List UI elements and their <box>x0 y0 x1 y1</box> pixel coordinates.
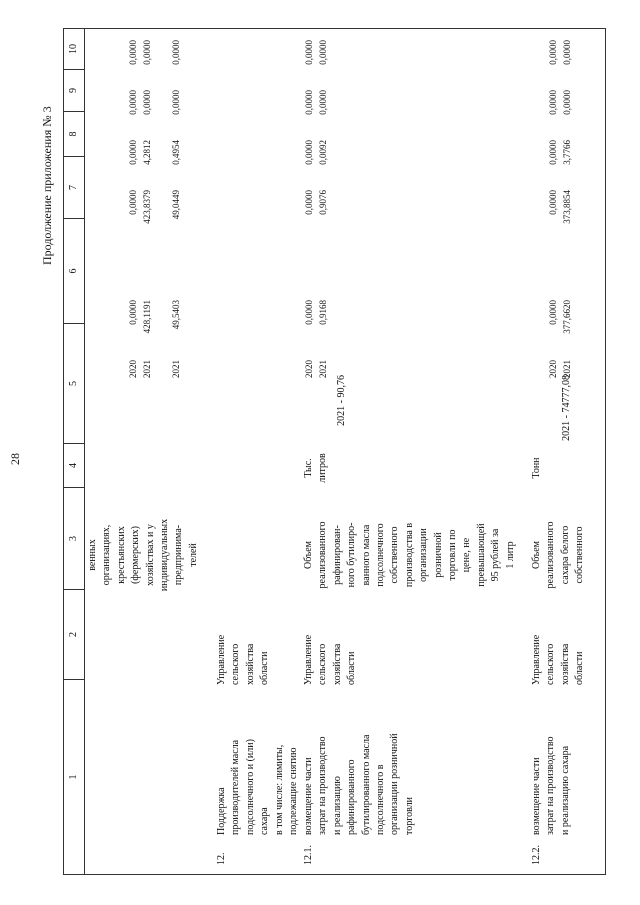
year-cell: 2020 <box>128 360 138 378</box>
value-cell: 0,0000 <box>142 90 153 115</box>
value-cell: 0,0000 <box>128 40 138 65</box>
row-12-1-col10a <box>302 90 331 130</box>
value-cell: 0,0000 <box>304 140 314 165</box>
value-cell: 0,0000 <box>548 90 558 115</box>
row-12-1-name: возмещение части затрат на производство и реализацию рафинированного бутилированного масла подсолнечного в организации розничной торговли <box>303 733 415 835</box>
table-border-bottom <box>605 28 606 875</box>
row-12-1-col8 <box>302 190 331 240</box>
value-cell: 423,8379 <box>142 190 153 224</box>
value-cell: 0,0000 <box>304 40 314 65</box>
year-cell: 2020 <box>304 360 314 378</box>
row-12-1-target: 2021 - 90,76 <box>336 375 347 426</box>
row-12-2-name: возмещение части затрат на производство и реализацию сахара <box>531 736 571 835</box>
top-fragment-indicator: венных организациях, крестьянских (фермерских) хозяйствах и у индивидуальных предпринима- телей <box>87 518 199 592</box>
row-12-2-col10b <box>546 40 575 80</box>
value-cell: 0,0000 <box>562 90 573 115</box>
top-years <box>126 360 183 400</box>
value-cell: 373,8854 <box>562 190 573 224</box>
row-12-2-col10a <box>546 90 575 130</box>
value-cell: 0,0000 <box>128 140 138 165</box>
row-12-name: Поддержка производителей масла подсолнечного и (или) сахара в том числе: лимиты, подлежащие снятию <box>216 739 300 835</box>
row-12-2-number: 12.2. <box>531 845 542 865</box>
value-cell: 0,0000 <box>170 40 181 65</box>
col-header-7: 7 <box>63 157 85 219</box>
year-cell: 2020 <box>548 360 558 378</box>
year-cell: 2021 <box>318 360 329 378</box>
row-12-1-number: 12.1. <box>303 845 314 865</box>
value-cell: 0,0000 <box>304 190 314 215</box>
row-12-executor: Управление сельского хозяйства области <box>216 634 271 685</box>
value-cell: 0,0000 <box>128 300 138 325</box>
top-col9 <box>126 140 183 180</box>
row-12-1-years <box>302 360 331 400</box>
value-cell: 0,0000 <box>318 40 329 65</box>
value-cell: 49,0449 <box>170 190 181 220</box>
row-12-1-col9 <box>302 140 331 180</box>
value-cell: 0,0000 <box>562 40 573 65</box>
value-cell: 0,0000 <box>318 90 329 115</box>
row-12-2-col9 <box>546 140 575 180</box>
row-12-2-col7 <box>546 300 575 350</box>
value-cell: 0,0000 <box>142 40 153 65</box>
value-cell: 0,0000 <box>304 300 314 325</box>
value-cell: 0,9168 <box>318 300 329 325</box>
top-col10a <box>126 90 183 130</box>
row-12-2-target: 2021 - 74777,08 <box>561 375 572 441</box>
col-header-4: 4 <box>63 444 85 488</box>
page-number: 28 <box>8 453 22 465</box>
year-cell: 2021 <box>170 360 181 378</box>
value-cell: 0,0092 <box>318 140 329 165</box>
table-header <box>63 28 85 875</box>
value-cell: 0,0000 <box>304 90 314 115</box>
value-cell: 0,0000 <box>128 190 138 215</box>
col-header-3: 3 <box>63 488 85 590</box>
top-col10b <box>126 40 183 80</box>
value-cell: 0,0000 <box>548 300 558 325</box>
row-12-1-executor: Управление сельского хозяйства области <box>303 634 358 685</box>
top-col7 <box>126 300 183 350</box>
value-cell: 49,5403 <box>170 300 181 330</box>
row-12-1-unit: Тыс. литров <box>303 453 329 483</box>
value-cell: 0,0000 <box>548 190 558 215</box>
col-header-8: 8 <box>63 112 85 157</box>
value-cell: 4,2812 <box>142 140 153 165</box>
value-cell: 0,0000 <box>128 90 138 115</box>
row-12-1-col7 <box>302 300 331 350</box>
col-header-2: 2 <box>63 590 85 680</box>
row-12-2-executor: Управление сельского хозяйства области <box>531 634 586 685</box>
value-cell: 0,0000 <box>548 40 558 65</box>
value-cell: 0,0000 <box>170 90 181 115</box>
row-12-number: 12. <box>216 852 227 865</box>
col-header-9: 9 <box>63 70 85 112</box>
value-cell: 0,0000 <box>548 140 558 165</box>
row-12-2-indicator: Объем реализованного сахара белого собственного <box>531 521 586 589</box>
row-12-2-col8 <box>546 190 575 240</box>
value-cell: 377,6620 <box>562 300 573 334</box>
value-cell: 0,4954 <box>170 140 181 165</box>
value-cell: 428,1191 <box>142 300 153 334</box>
continuation-title: Продолжение приложения № 3 <box>40 106 54 265</box>
row-12-2-years <box>546 360 575 400</box>
top-col8 <box>126 190 183 240</box>
col-header-6: 6 <box>63 219 85 324</box>
table-border-left <box>85 874 605 875</box>
year-cell: 2021 <box>142 360 153 378</box>
row-12-1-indicator: Объем реализованного рафинирован- ного бутилиро- ванного масла подсолнечного собственного производства в организации розничной торговли по цене, не превышающей 95 рублей за 1 литр <box>303 521 516 589</box>
year-cell: 2021 <box>562 360 573 378</box>
table-border-right <box>85 28 605 29</box>
value-cell: 3,7766 <box>562 140 573 165</box>
col-header-1: 1 <box>63 680 85 875</box>
col-header-5: 5 <box>63 324 85 444</box>
col-header-10: 10 <box>63 28 85 70</box>
row-12-1-col10b <box>302 40 331 80</box>
row-12-2-unit: Тонн <box>531 457 542 479</box>
value-cell: 0,9076 <box>318 190 329 215</box>
